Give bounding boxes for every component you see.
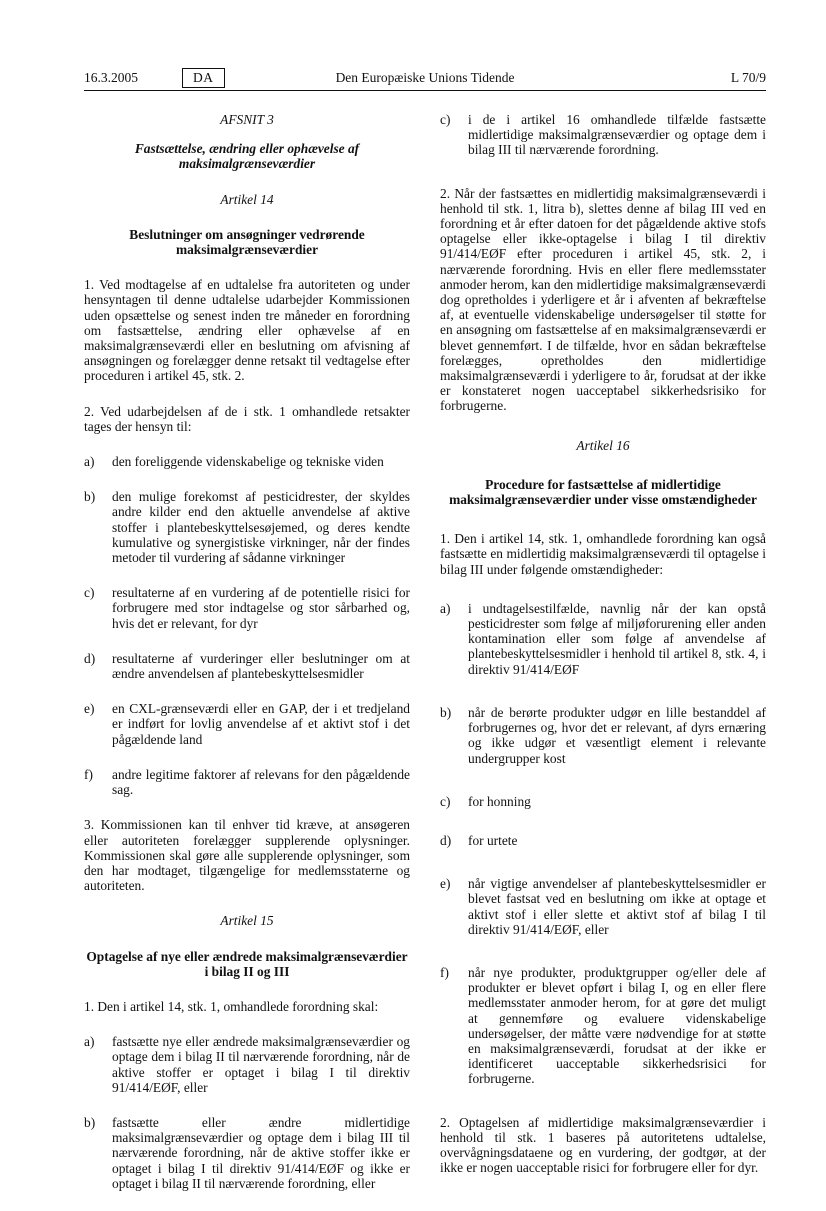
list-item-text: når vigtige anvendelser af plantebeskyttelsesmidler er blevet fastsat ved en beslutning om ikke at optage et aktivt stof i eller slette et aktivt stof af bilag I til direktiv 91/414/EØF, eller (468, 876, 766, 937)
list-item-text: når nye produkter, produktgrupper og/eller dele af produkter er blevet opført i bilag I, og en eller flere medlemsstater anmoder herom, for at gøre det muligt at gennemføre og evaluere videnskabelige undersøgelser, der måtte være nødvendige for at støtte en maksimalgrænseværdi, forudsat at der ikke er identificeret uacceptable sikkerhedsrisici for forbrugerne. (468, 964, 766, 1087)
article-14-paragraph-3: 3. Kommissionen kan til enhver tid kræve, at ansøgeren eller autoriteten forelægger supplerende oplysninger. Kommissionen skal gøre alle supplerende oplysninger, som den har modtaget, tilgængelige for medlemsstaterne og autoriteten. (84, 817, 410, 894)
journal-title: Den Europæiske Unions Tidende (335, 70, 515, 85)
list-item (84, 585, 410, 631)
list-item-label: d) (440, 832, 452, 848)
list-item-text: resultaterne af vurderinger eller beslutninger om at ændre anvendelsen af plantebeskyttelsesmidler (112, 650, 410, 682)
section-label: AFSNIT 3 (220, 112, 274, 127)
list-item (440, 965, 766, 1087)
header-rule (84, 90, 766, 91)
list-item (84, 1034, 410, 1095)
list-item-text: den mulige forekomst af pesticidrester, der skyldes andre kilder end den aktuelle anvendelse af aktive stoffer i plantebeskyttelsesøjemed, og deres kendte kumulative og synergistiske virkninger, når der findes metoder til vurdering af sådanne virkninger (112, 489, 410, 566)
list-item-text: når de berørte produkter udgør en lille bestanddel af forbrugernes og, hvor det er relevant, af dyrs ernæring og ikke udgør et væsentligt element i relevante undergrupper kost (468, 704, 766, 766)
list-item (440, 794, 766, 809)
list-item-text: i de i artikel 16 omhandlede tilfælde fastsætte midlertidige maksimalgrænseværdier og optage dem i bilag III til nærværende forordning. (468, 112, 766, 158)
list-item-text: andre legitime faktorer af relevans for den pågældende sag. (112, 766, 410, 798)
list-item (84, 701, 410, 747)
list-item-text: for honning (468, 793, 531, 809)
list-item-text: i undtagelsestilfælde, navnlig når der kan opstå pesticidrester som følge af miljøforurening eller anden kontamination eller som følge af anvendelse af plantebeskyttelsesmidler i henhold til artikel 8, stk. 4, i direktiv 91/414/EØF (468, 600, 766, 677)
list-item-text: fastsætte nye eller ændrede maksimalgrænseværdier og optage dem i bilag II til nærværende forordning, når de aktive stoffer er optaget i bilag I til direktiv 91/414/EØF, eller (112, 1034, 410, 1095)
list-item-text: fastsætte eller ændre midlertidige maksimalgrænseværdier og optage dem i bilag III til nærværende forordning, når de aktive stoffer ikke er optaget i bilag I til direktiv 91/414/EØF og ikke er optaget i bilag II til nærværende forordning, eller (112, 1114, 410, 1191)
article-15-title: Optagelse af nye eller ændrede maksimalgrænseværdier i bilag II og III (86, 948, 408, 979)
article-14-label: Artikel 14 (220, 191, 274, 207)
right-column (440, 112, 766, 1195)
list-item-label: f) (440, 964, 449, 980)
article-14-list (84, 454, 410, 797)
language-badge: DA (182, 68, 225, 88)
list-item-label: a) (84, 454, 95, 470)
list-item-text: resultaterne af en vurdering af de potentielle risici for forbrugere med stor indtagelse og stor sårbarhed og, hvis det er relevant, for dyr (112, 585, 410, 631)
article-15-list (84, 1034, 410, 1191)
list-item (84, 454, 410, 469)
list-item-label: c) (440, 112, 451, 127)
article-16-title: Procedure for fastsættelse af midlertidige maksimalgrænseværdier under visse omstændigheder (449, 476, 757, 508)
list-item (84, 489, 410, 565)
list-item (440, 601, 766, 677)
article-15-paragraph-1: 1. Den i artikel 14, stk. 1, omhandlede forordning skal: (84, 998, 379, 1014)
list-item-label: b) (84, 1114, 96, 1130)
list-item (440, 112, 766, 158)
list-item (440, 833, 766, 848)
section-title: Fastsættelse, ændring eller ophævelse af maksimalgrænseværdier (134, 141, 360, 172)
list-item-text: en CXL-grænseværdi eller en GAP, der i et tredjeland er indført for lovlig anvendelse af et aktivt stof i det pågældende land (112, 701, 410, 747)
list-item-label: e) (84, 701, 95, 717)
publication-date: 16.3.2005 (84, 70, 138, 85)
list-item (84, 651, 410, 681)
list-item-label: d) (84, 650, 96, 666)
article-16-paragraph-1: 1. Den i artikel 14, stk. 1, omhandlede forordning kan også fastsætte en midlertidig maksimalgrænseværdi til optagelse i bilag III under følgende omstændigheder: (440, 531, 766, 577)
article-14-paragraph-2: 2. Ved udarbejdelsen af de i stk. 1 omhandlede retsakter tages der hensyn til: (84, 403, 410, 434)
article-14-title: Beslutninger om ansøgninger vedrørende maksimalgrænseværdier (129, 226, 365, 258)
article-14-paragraph-1: 1. Ved modtagelse af en udtalelse fra autoriteten og under hensyntagen til denne udtalelse udarbejder Kommissionen uden opsættelse og senest inden tre måneder en forordning om fastsættelse, ændring eller ophævelse af en maksimalgrænseværdi eller en beslutning om afvisning af ansøgningen og forelægger denne retsakt til vedtagelse efter proceduren i artikel 45, stk. 2. (84, 277, 410, 384)
list-item-label: a) (84, 1034, 95, 1050)
page-header (84, 68, 766, 90)
list-item-label: b) (440, 704, 452, 720)
list-item-label: a) (440, 600, 451, 616)
list-item-label: f) (84, 766, 93, 782)
list-item (84, 1115, 410, 1191)
list-item-label: e) (440, 876, 451, 892)
list-item-text: for urtete (468, 832, 518, 848)
list-item (84, 767, 410, 797)
article-16-list (440, 601, 766, 1087)
list-item (440, 876, 766, 937)
page-number: L 70/9 (730, 70, 766, 85)
list-item (440, 705, 766, 766)
left-column (84, 112, 410, 1211)
article-15-label: Artikel 15 (220, 913, 274, 929)
list-item-label: c) (440, 793, 451, 809)
list-item-text: den foreliggende videnskabelige og tekniske viden (112, 454, 384, 470)
list-item-label: c) (84, 585, 95, 601)
article-15-paragraph-2: 2. Når der fastsættes en midlertidig maksimalgrænseværdi i henhold til stk. 1, litra b), slettes denne af bilag III ved en forordning et år efter datoen for det pågældende aktive stofs optagelse eller ikke-optagelse i bilag I til direktiv 91/414/EØF efter proceduren i artikel 45, stk. 2, i nærværende forordning. Hvis en eller flere medlemsstater anmoder herom, kan den midlertidige maksimalgrænseværdi dog opretholdes i yderligere et år i afventen af bekræftelse af, at eventuelle videnskabelige undersøgelser til støtte for en ansøgning om fastsættelse af en maksimalgrænseværdi er blevet gennemført. I de tilfælde, hvor en sådan bekræftelse forelægges, opretholdes den midlertidige maksimalgrænseværdi i yderligere to år, forudsat at der ikke er konstateret nogen uacceptabel sikkerhedsrisiko for forbrugerne. (440, 185, 766, 414)
article-16-label: Artikel 16 (576, 437, 630, 453)
list-item-label: b) (84, 489, 96, 505)
article-16-paragraph-2: 2. Optagelsen af midlertidige maksimalgrænseværdier i henhold til stk. 1 baseres på autoritetens udtalelse, overvågningsdataene og en vurdering, der godtgør, at der ikke er nogen uacceptable risici for forbrugere eller for dyr. (440, 1114, 766, 1176)
